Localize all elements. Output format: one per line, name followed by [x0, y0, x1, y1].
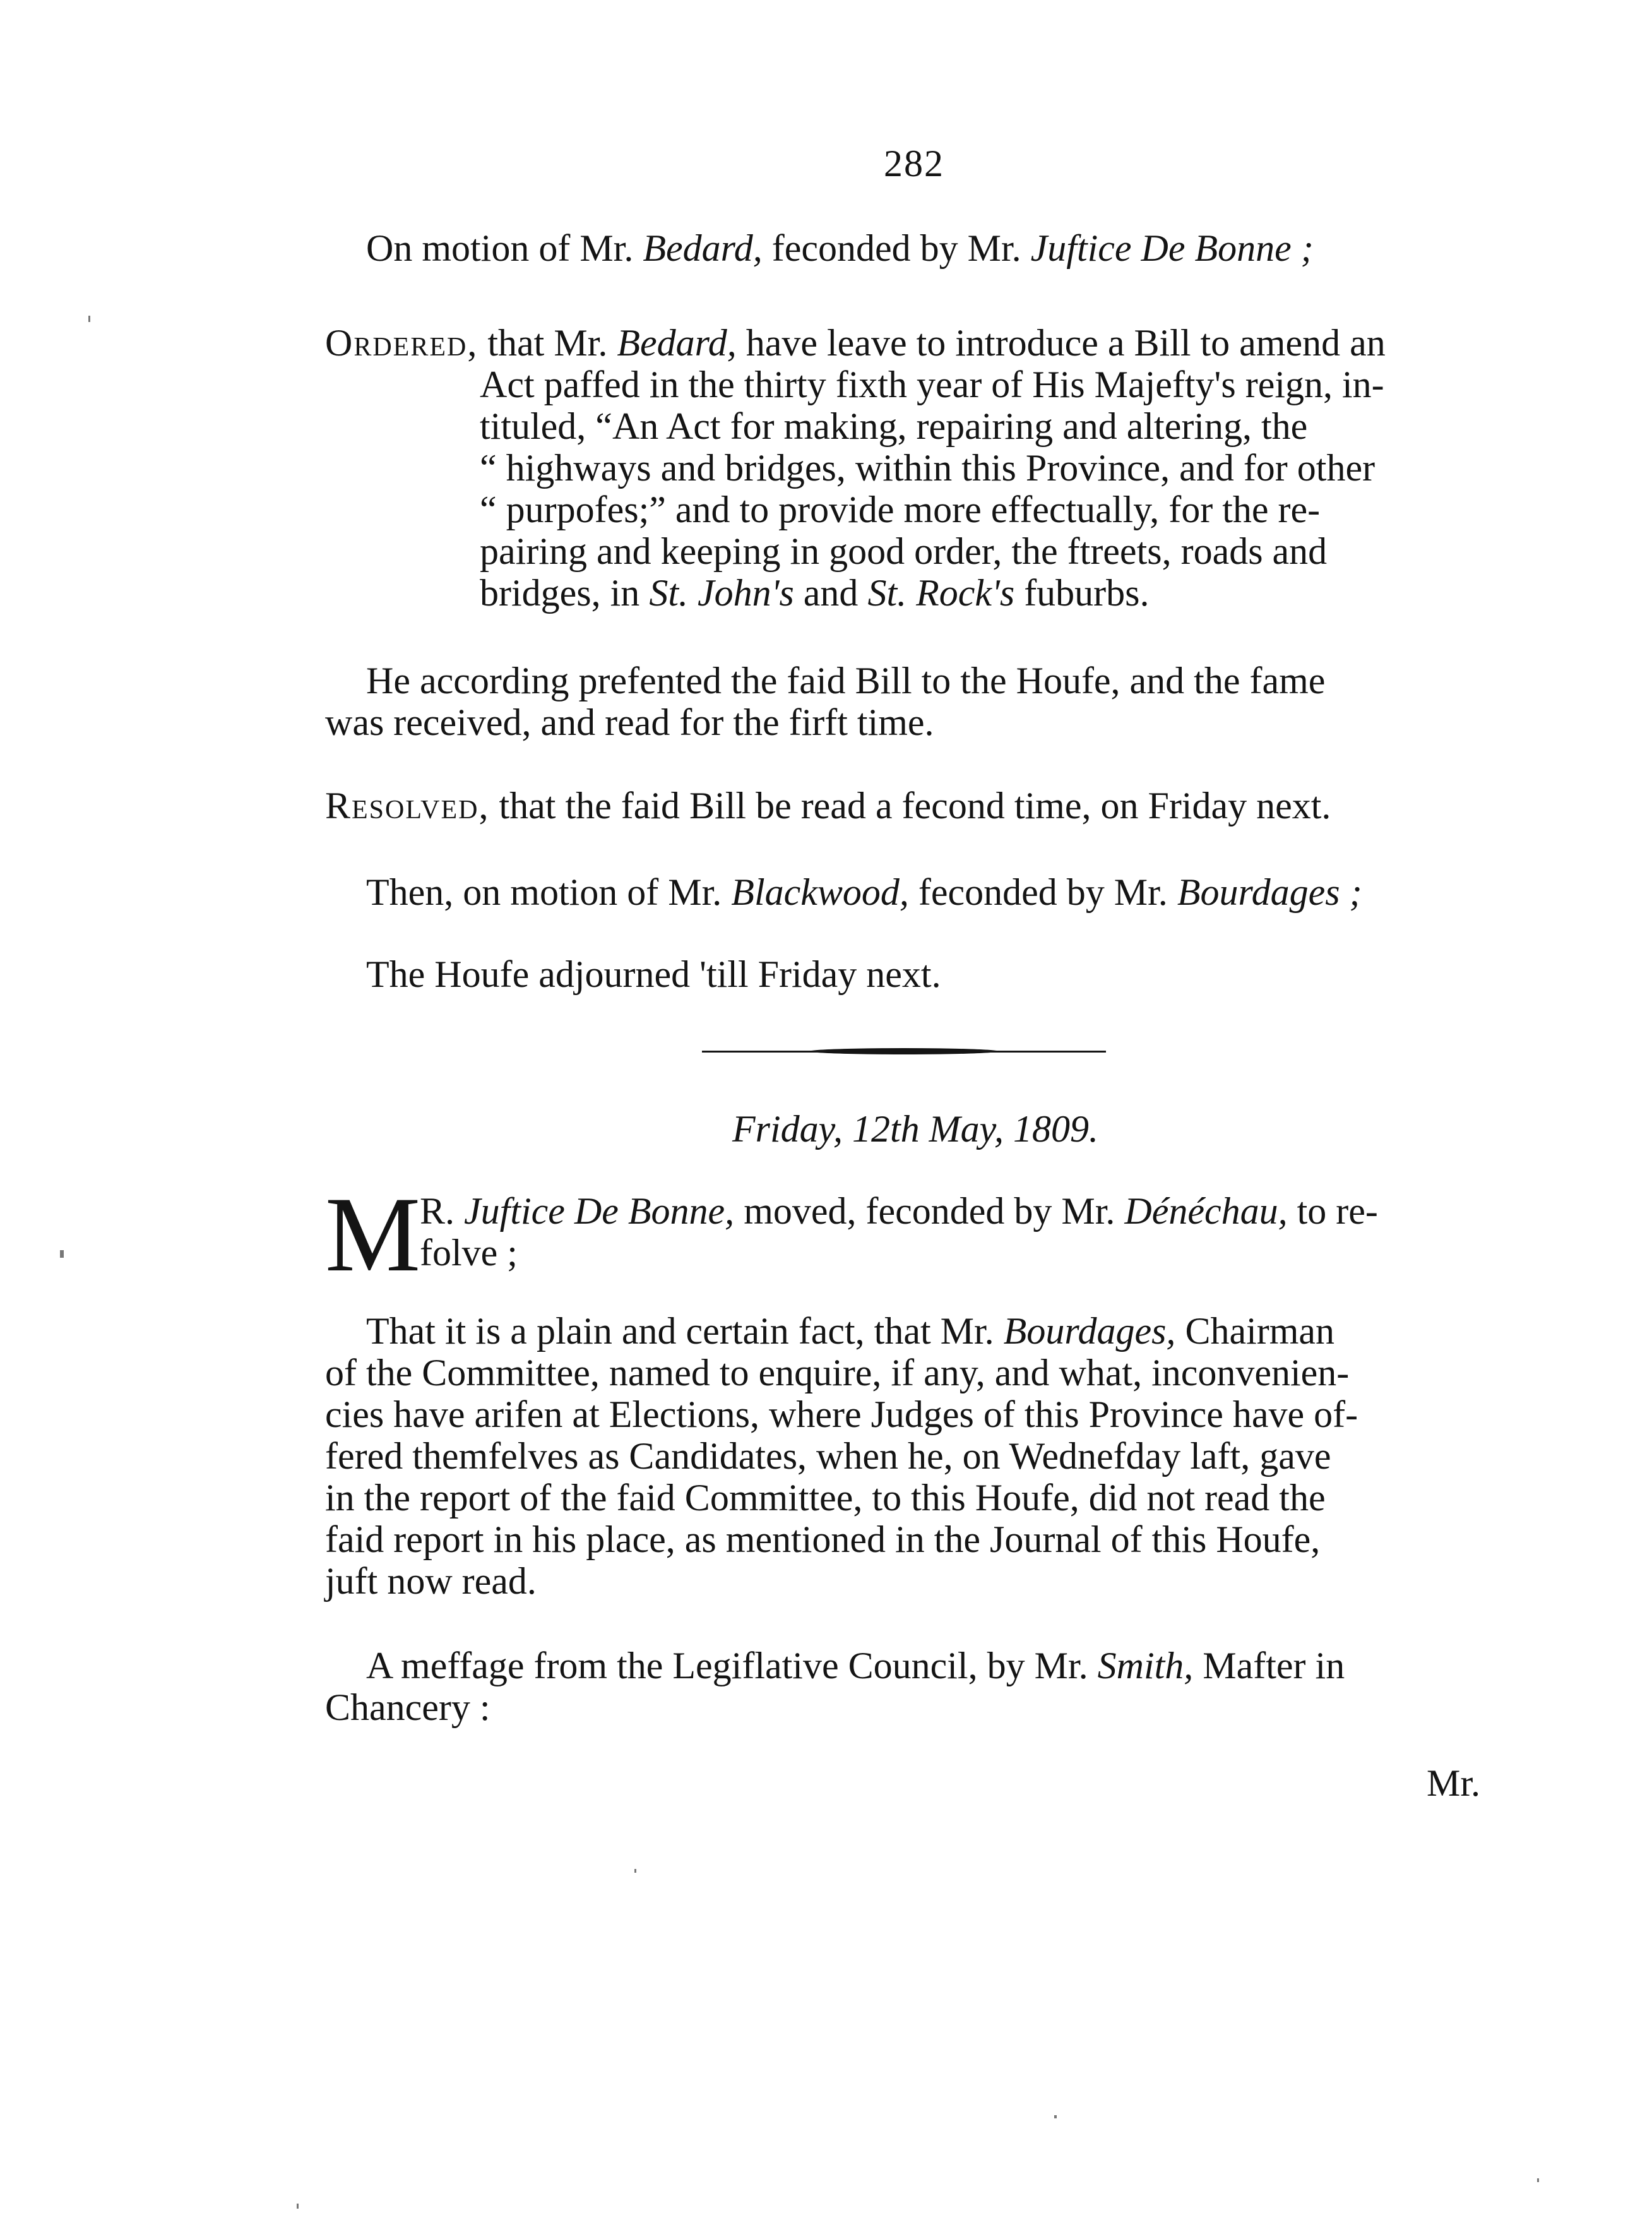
- ordered-line-6: pairing and keeping in good order, the ftreets, roads and: [480, 530, 1328, 572]
- text: moved, feconded by Mr.: [744, 1190, 1115, 1232]
- text: R.: [420, 1190, 455, 1232]
- fact-line-7: juft now read.: [325, 1560, 537, 1602]
- text: bridges, in: [480, 572, 640, 614]
- ordered-line-1: [325, 322, 1512, 364]
- place-name: St. John's: [649, 572, 794, 614]
- text: feconded by Mr.: [771, 227, 1021, 269]
- presented-line-2: was received, and read for the firft time.: [325, 701, 934, 743]
- presented-line-1: He according prefented the faid Bill to the Houfe, and the fame: [366, 660, 1326, 701]
- adjourned-line: The Houfe adjourned 'till Friday next.: [366, 953, 941, 995]
- fact-line-5: in the report of the faid Committee, to this Houfe, did not read the: [325, 1477, 1326, 1519]
- scan-speck: [88, 316, 90, 322]
- text: feconded by Mr.: [918, 871, 1168, 913]
- text: That it is a plain and certain fact, that Mr.: [366, 1310, 994, 1352]
- text: Mafter in: [1203, 1645, 1345, 1686]
- justice-line-2: folve ;: [420, 1232, 518, 1274]
- resolved-line: [325, 785, 1331, 827]
- scan-speck: [60, 1250, 64, 1258]
- text: fuburbs.: [1024, 572, 1150, 614]
- ordered-label: Ordered,: [325, 322, 478, 364]
- member-name: Bedard,: [643, 227, 763, 269]
- member-name: Bourdages,: [1003, 1310, 1176, 1352]
- text: and: [803, 572, 859, 614]
- text: A meffage from the Legiflative Council, by Mr.: [366, 1645, 1088, 1686]
- ordered-line-4: “ highways and bridges, within this Province, and for other: [480, 447, 1376, 489]
- scan-speck: [1537, 2178, 1539, 2182]
- catchword: Mr.: [1427, 1762, 1481, 1804]
- motion-line: [366, 227, 1314, 269]
- resolved-label: Resolved,: [325, 785, 490, 827]
- member-name: Bourdages ;: [1177, 871, 1362, 913]
- text: have leave to introduce a Bill to amend an: [746, 322, 1386, 364]
- scan-speck: [297, 2204, 299, 2209]
- scan-speck: [634, 1869, 636, 1873]
- scan-speck: [1054, 2115, 1057, 2118]
- motion-line-2: [366, 871, 1362, 913]
- drop-cap: M: [325, 1175, 421, 1294]
- text: Then, on motion of Mr.: [366, 871, 722, 913]
- fact-line-6: faid report in his place, as mentioned in the Journal of this Houfe,: [325, 1519, 1321, 1560]
- member-name: Dénéchau,: [1124, 1190, 1288, 1232]
- text: that the faid Bill be read a fecond time, on Friday next.: [499, 785, 1331, 827]
- ordered-line-5: “ purpofes;” and to provide more effectually, for the re-: [480, 489, 1321, 530]
- page-number: 282: [884, 143, 944, 184]
- member-name: Juftice De Bonne ;: [1030, 227, 1314, 269]
- member-name: Blackwood,: [731, 871, 909, 913]
- ordered-line-7: [480, 572, 1150, 614]
- member-name: Bedard,: [617, 322, 737, 364]
- message-line-2: Chancery :: [325, 1686, 490, 1728]
- text: that Mr.: [487, 322, 608, 364]
- date-heading: Friday, 12th May, 1809.: [732, 1108, 1098, 1150]
- text: to re-: [1297, 1190, 1378, 1232]
- fact-line-3: cies have arifen at Elections, where Judges of this Province have of-: [325, 1393, 1358, 1435]
- section-divider: [702, 1048, 1106, 1054]
- message-line-1: [366, 1645, 1345, 1686]
- ordered-line-2: Act paffed in the thirty fixth year of His Majefty's reign, in-: [480, 364, 1384, 405]
- text: Chairman: [1185, 1310, 1335, 1352]
- text: On motion of Mr.: [366, 227, 634, 269]
- justice-line-1: [420, 1190, 1378, 1232]
- fact-line-2: of the Committee, named to enquire, if any, and what, inconvenien-: [325, 1352, 1350, 1393]
- member-name: Smith,: [1097, 1645, 1194, 1686]
- place-name: St. Rock's: [867, 572, 1015, 614]
- fact-line-4: fered themfelves as Candidates, when he, on Wednefday laft, gave: [325, 1435, 1331, 1477]
- ordered-line-3: tituled, “An Act for making, repairing and altering, the: [480, 405, 1308, 447]
- member-name: Juftice De Bonne,: [464, 1190, 735, 1232]
- fact-line-1: [366, 1310, 1334, 1352]
